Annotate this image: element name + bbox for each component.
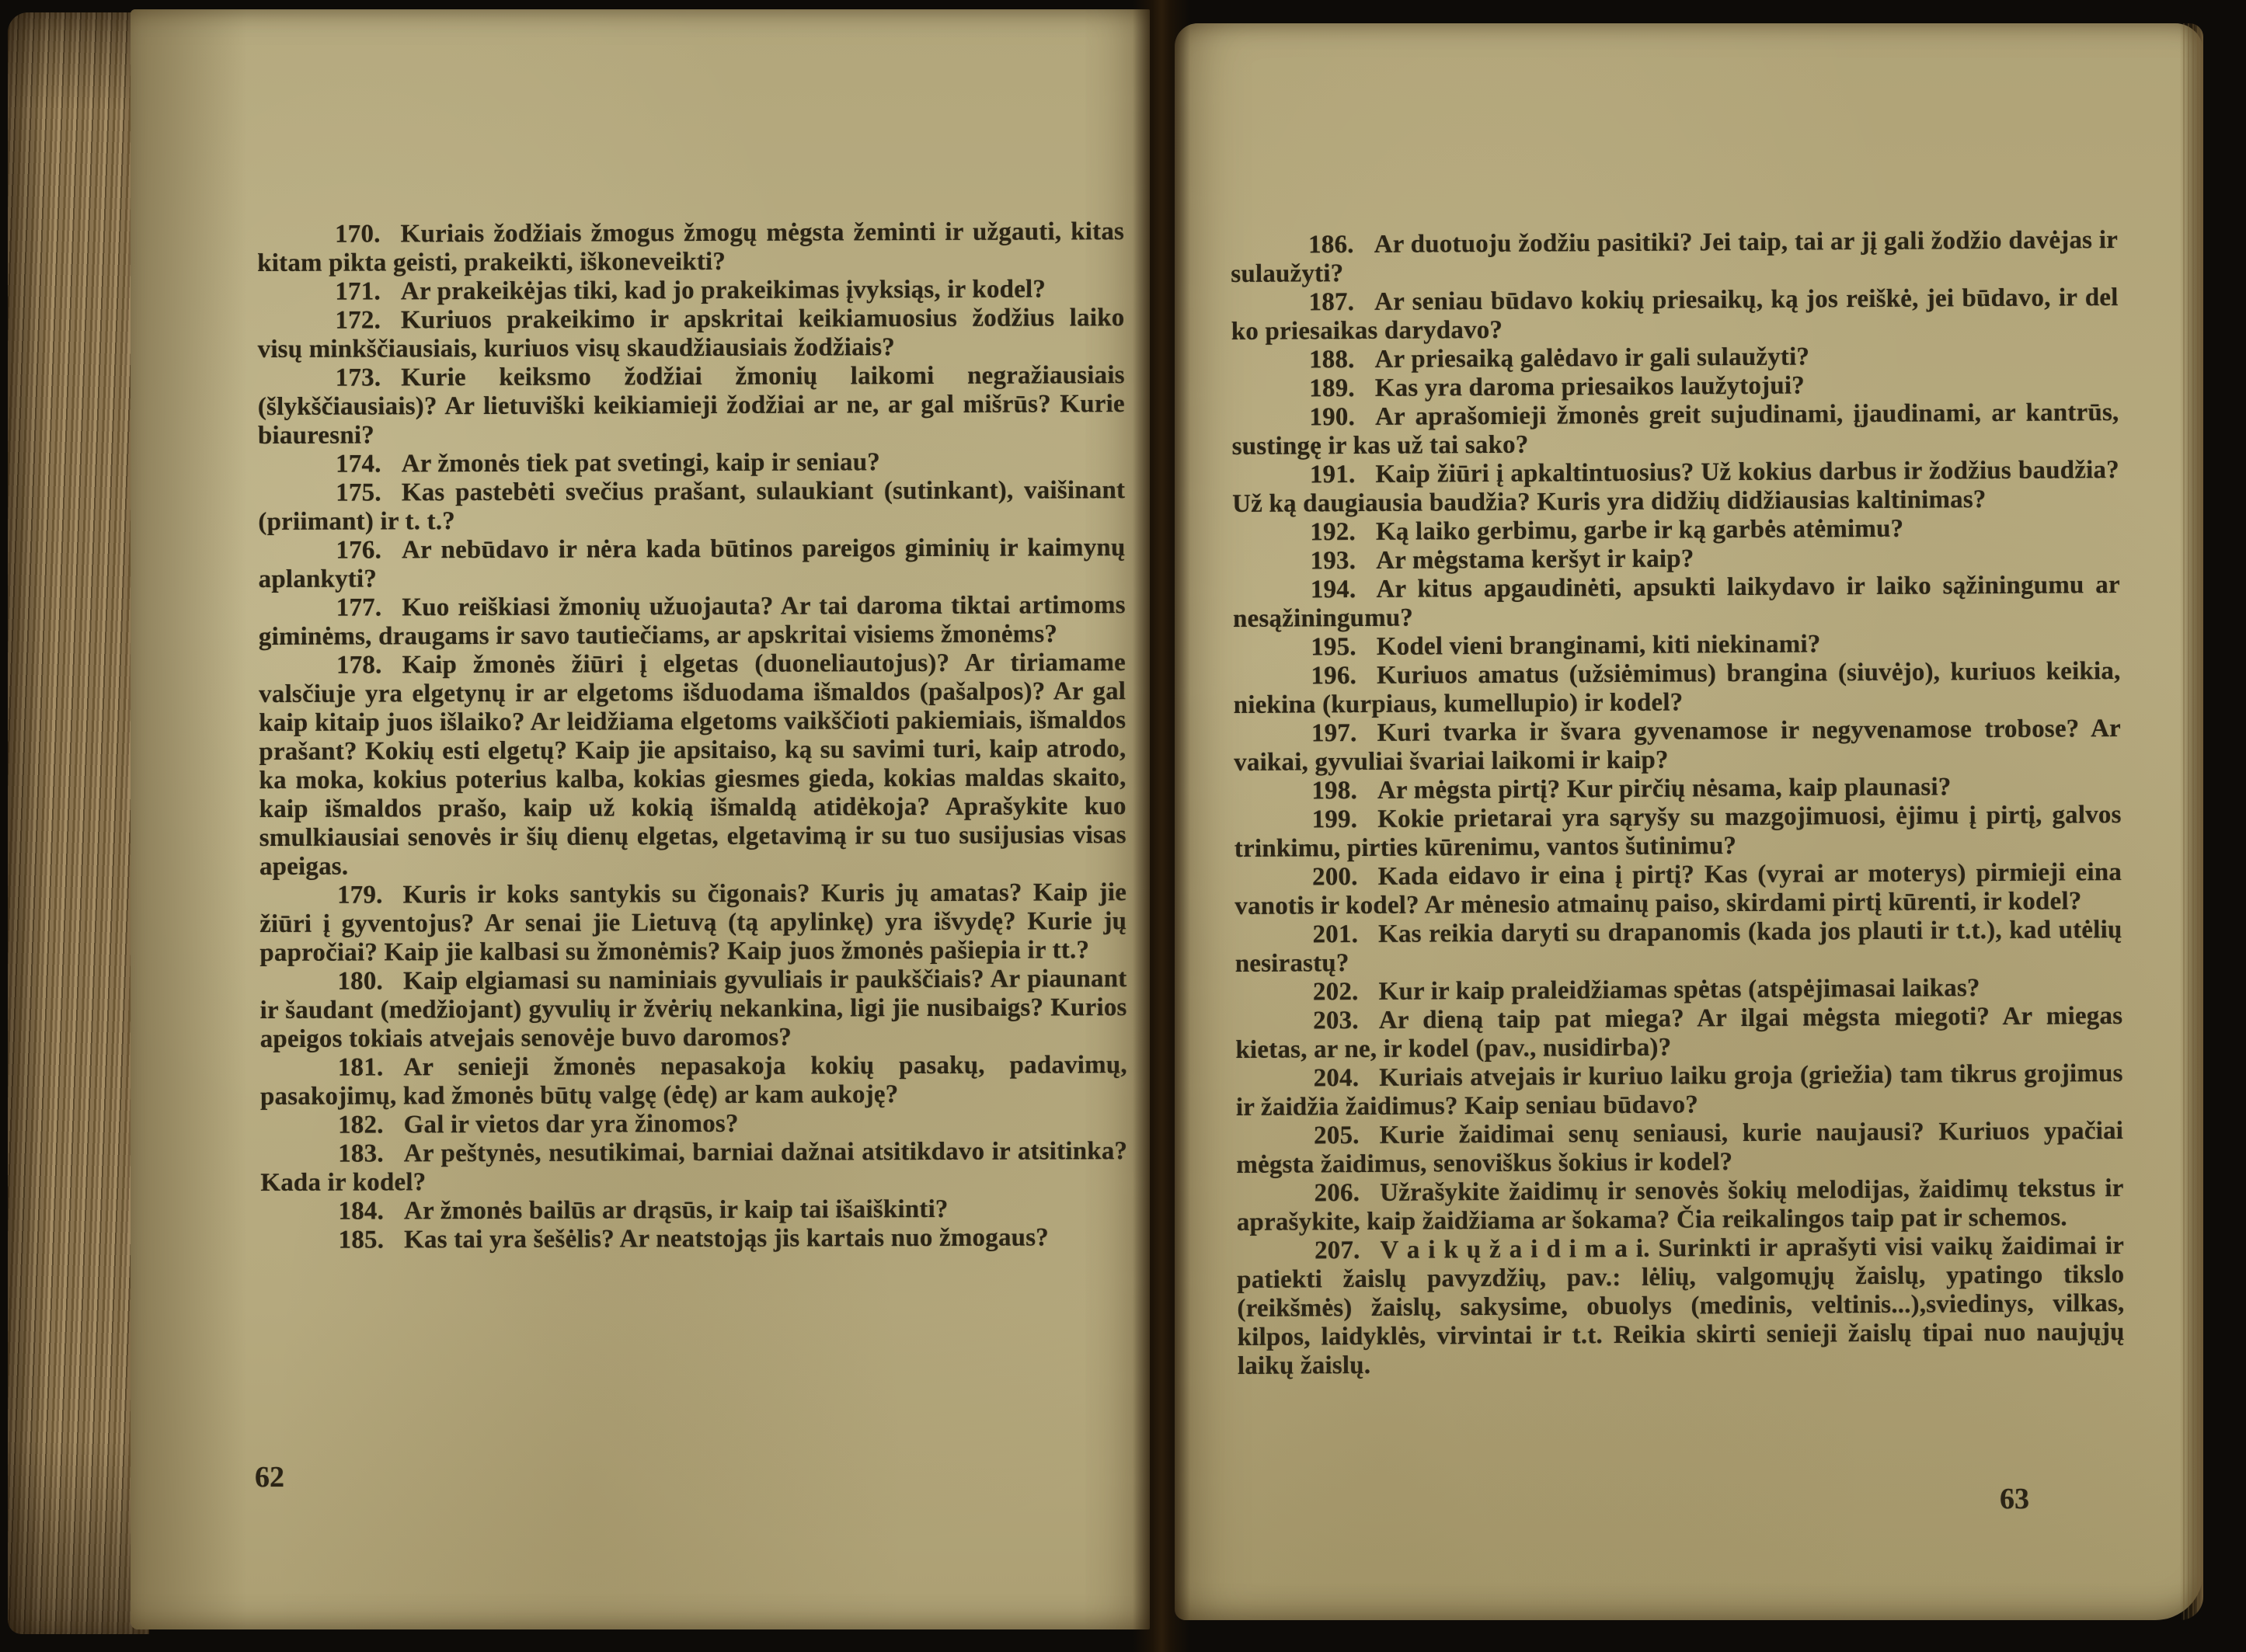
question-number: 200. xyxy=(1311,863,1358,892)
question-text: Kuriuos prakeikimo ir apskritai keikiamuosius žodžius laiko visų minkščiausiais, kuriuos visų skaudžiausiais žodžiais? xyxy=(257,304,1125,363)
question-text: Kas yra daroma priesaikos laužytojui? xyxy=(1374,371,1806,402)
book-gutter-shadow xyxy=(1133,0,1190,1652)
question-item xyxy=(1236,1117,2123,1180)
question-text: Kas pastebėti svečius prašant, sulaukiant (sutinkant), vaišinant (priimant) ir t. t.? xyxy=(258,476,1126,536)
question-text: Ar nebūdavo ir nėra kada būtinos pareigos giminių ir kaimynų aplankyti? xyxy=(258,534,1126,593)
question-text: Kuriuos amatus (užsiėmimus) brangina (siuvėjo), kuriuos keikia, niekina (kurpiaus, kumellupio) ir kodel? xyxy=(1233,657,2121,719)
question-text: Kaip žiūri į apkaltintuosius? Už kokius darbus ir žodžius baudžia? Už ką daugiausia baudžia? Kuris yra didžių didžiausias kaltinimas? xyxy=(1232,456,2120,518)
question-number: 179. xyxy=(336,881,383,909)
question-number: 199. xyxy=(1311,805,1358,834)
question-number: 184. xyxy=(338,1197,385,1226)
question-number: 171. xyxy=(335,277,381,306)
question-item xyxy=(260,1137,1127,1198)
question-text: Ar priesaiką galėdavo ir gali sulaužyti? xyxy=(1374,343,1810,374)
question-item xyxy=(1232,456,2119,519)
question-text: Ar duotuoju žodžiu pasitiki? Jei taip, tai ar jį gali žodžio davėjas ir sulaužyti? xyxy=(1231,226,2119,288)
question-item xyxy=(258,447,1125,479)
page-left xyxy=(131,9,1150,1629)
question-text: Kurie žaidimai senų seniausi, kurie naujausi? Kuriuos ypačiai mėgsta žaidimus, senoviškus šokius ir kodel? xyxy=(1236,1117,2124,1179)
question-item xyxy=(1231,398,2119,461)
question-number: 203. xyxy=(1313,1007,1359,1035)
question-number: 198. xyxy=(1311,777,1358,805)
question-number: 192. xyxy=(1310,518,1356,547)
question-number: 201. xyxy=(1312,920,1359,949)
question-number: 189. xyxy=(1309,374,1355,403)
question-number: 190. xyxy=(1309,403,1356,432)
question-number: 204. xyxy=(1313,1064,1360,1093)
question-item xyxy=(258,476,1125,537)
question-number: 177. xyxy=(336,593,382,622)
question-text: Ką laiko gerbimu, garbe ir ką garbės atėmimu? xyxy=(1375,514,1904,546)
question-list-right xyxy=(1231,226,2125,1381)
question-number: 180. xyxy=(337,967,384,996)
question-text: Kokie prietarai yra sąryšy su mazgojimuosi, ėjimu į pirtį, galvos trinkimu, pirties kūrenimu, vantos šutinimu? xyxy=(1234,801,2122,863)
question-number: 182. xyxy=(338,1111,384,1139)
question-item xyxy=(1233,657,2120,720)
question-list-left xyxy=(257,217,1128,1255)
question-item xyxy=(1237,1232,2125,1381)
question-item xyxy=(259,878,1126,968)
question-number: 202. xyxy=(1312,978,1359,1007)
question-item xyxy=(258,534,1125,594)
question-number: 186. xyxy=(1308,231,1354,259)
question-number: 187. xyxy=(1308,288,1355,317)
question-number: 181. xyxy=(337,1053,384,1082)
question-text: Užrašykite žaidimų ir senovės šokių melodijas, žaidimų tekstus ir aprašykite, kaip žaidžiama ar šokama? Čia reikalingos taip pat ir schemos. xyxy=(1236,1174,2124,1236)
question-item xyxy=(1231,226,2118,289)
question-item xyxy=(1233,571,2120,634)
question-text: Kada eidavo ir eina į pirtį? Kas (vyrai ar moterys) pirmieji eina vanotis ir kodel? Ar mėnesio atmainų paiso, skirdami pirtį kūrenti, ir kodel? xyxy=(1234,858,2122,920)
question-text: Ar prakeikėjas tiki, kad jo prakeikimas įvyksiąs, ir kodel? xyxy=(400,275,1046,306)
question-text: Kurie keiksmo žodžiai žmonių laikomi negražiausiais (šlykščiausiais)? Ar lietuviški keikiamieji žodžiai ar ne, ar gal mišrūs? Kurie biauresni? xyxy=(257,361,1125,450)
question-item xyxy=(1231,283,2118,346)
question-text: Kuriais žodžiais žmogus žmogų mėgsta žeminti ir užgauti, kitas kitam pikta geisti, prakeikti, iškoneveikti? xyxy=(257,217,1125,277)
question-number: 205. xyxy=(1314,1122,1360,1150)
question-text: V a i k ų ž a i d i m a i. Surinkti ir aprašyti visi vaikų žaidimai ir patiekti žaislų pavyzdžių, pav.: lėlių, valgomųjų žaislų, ypatingo tikslo (reikšmės) žaislų, sakysime, obuolys (medinis, veltinis...),sviedinys, vilkas, kilpos, laidyklės, virvintai ir t.t. Reikia skirti senieji žaislų tipai nuo naujųjų laikų žaislų. xyxy=(1237,1231,2125,1380)
question-item xyxy=(1234,715,2121,777)
question-text: Kodel vieni branginami, kiti niekinami? xyxy=(1376,630,1821,661)
question-text: Ar kitus apgaudinėti, apsukti laikydavo ir laiko sąžiningumu ar nesąžiningumu? xyxy=(1232,571,2120,633)
question-number: 207. xyxy=(1314,1236,1360,1265)
question-number: 173. xyxy=(335,363,381,392)
question-text: Kur ir kaip praleidžiamas spėtas (atspėjimasai laikas? xyxy=(1378,974,1980,1006)
question-number: 191. xyxy=(1309,461,1356,489)
question-item xyxy=(260,1108,1127,1140)
question-text: Ar žmonės tiek pat svetingi, kaip ir seniau? xyxy=(401,448,881,478)
question-item xyxy=(257,217,1124,278)
question-text: Gal ir vietos dar yra žinomos? xyxy=(403,1109,739,1139)
question-number: 178. xyxy=(336,651,382,680)
question-item xyxy=(1234,801,2122,864)
question-number: 194. xyxy=(1310,576,1356,604)
question-text: Ar žmonės bailūs ar drąsūs, ir kaip tai išaiškinti? xyxy=(403,1195,949,1226)
question-item xyxy=(259,649,1126,882)
question-number: 176. xyxy=(336,536,382,565)
question-number: 185. xyxy=(338,1226,385,1254)
question-item xyxy=(257,275,1124,307)
question-number: 188. xyxy=(1308,346,1355,374)
question-text: Kaip elgiamasi su naminiais gyvuliais ir paukščiais? Ar piaunant ir šaudant (medžiojant) gyvulių ir žvėrių nekankina, ligi jie nusibaigs? Kurios apeigos tokiais atvejais senovėje buvo daromos? xyxy=(259,965,1127,1053)
question-text: Kas reikia daryti su drapanomis (kada jos plauti ir t.t.), kad utėlių nesirastų? xyxy=(1234,916,2122,978)
page-number-right: 63 xyxy=(2000,1483,2029,1515)
book-fore-edge xyxy=(8,12,149,1634)
question-text: Ar mėgsta pirtį? Kur pirčių nėsama, kaip plaunasi? xyxy=(1377,773,1952,805)
question-text: Kuri tvarka ir švara gyvenamose ir negyvenamose trobose? Ar vaikai, gyvuliai švariai laikomi ir kaip? xyxy=(1234,715,2122,777)
question-number: 172. xyxy=(335,306,381,335)
question-number: 193. xyxy=(1310,547,1356,576)
question-text: Kuo reiškiasi žmonių užuojauta? Ar tai daroma tiktai artimoms giminėms, draugams ir savo tautiečiams, ar apskritai visiems žmonėms? xyxy=(258,591,1126,651)
question-item xyxy=(260,1195,1127,1226)
question-text: Ar seniau būdavo kokių priesaikų, ką jos reiškė, jei būdavo, ir del ko priesaikas darydavo? xyxy=(1231,283,2119,346)
question-number: 197. xyxy=(1311,719,1357,748)
question-item xyxy=(257,304,1124,364)
question-item xyxy=(261,1223,1128,1255)
question-item xyxy=(1236,1059,2123,1122)
question-item xyxy=(258,361,1125,450)
question-item xyxy=(1236,1174,2123,1237)
question-number: 195. xyxy=(1311,633,1356,662)
question-number: 206. xyxy=(1314,1179,1360,1208)
question-number: 174. xyxy=(336,450,381,478)
question-text: Kaip žmonės žiūri į elgetas (duoneliautojus)? Ar tiriamame valsčiuje yra elgetynų ir ar elgetoms išduodama išmaldos (pašalpos)? Ar gal kaip kitaip juos išlaiko? Ar leidžiama elgetoms vaikščioti pakiemiais, išmaldos prašant? Kokių esti elgetų? Kaip jie apsitaiso, ką su savimi turi, kaip atrodo, ka moka, kokius poterius kalba, kokias giesmes gieda, kokias maldas skaito, kaip išmaldos prašo, kaip už kokią išmaldą atidėkoja? Aprašykite kuo smulkiausiai senovės ir šių dienų elgetas, elgetavimą ir su tuo susijusias visas apeigas. xyxy=(259,649,1126,881)
question-item xyxy=(259,965,1126,1054)
question-item xyxy=(1234,916,2122,979)
question-text: Kas tai yra šešėlis? Ar neatstojąs jis kartais nuo žmogaus? xyxy=(404,1223,1049,1254)
question-text: Ar aprašomieji žmonės greit sujudinami, įjaudinami, ar kantrūs, sustingę ir kas už tai sako? xyxy=(1231,398,2119,461)
question-text: Ar senieji žmonės nepasakoja kokių pasakų, padavimų, pasakojimų, kad žmonės būtų valgę (ėdę) ar kam aukoję? xyxy=(259,1051,1127,1111)
question-text: Ar mėgstama keršyt ir kaip? xyxy=(1376,544,1694,575)
question-number: 183. xyxy=(338,1139,384,1168)
question-number: 175. xyxy=(336,478,381,507)
page-right xyxy=(1175,23,2203,1620)
question-item xyxy=(260,1051,1127,1111)
page-number-left: 62 xyxy=(255,1461,284,1494)
question-text: Ar dieną taip pat miega? Ar ilgai mėgsta miegoti? Ar miegas kietas, ar ne, ir kodel (pav., nusidirba)? xyxy=(1235,1002,2123,1064)
question-text: Kuris ir koks santykis su čigonais? Kuris jų amatas? Kaip jie žiūri į gyventojus? Ar senai jie Lietuvą (tą apylinkę) yra išvydę? Kurie jų papročiai? Kaip jie kalbasi su žmonėmis? Kaip juos žmonės pašiepia ir tt.? xyxy=(259,878,1127,967)
question-item xyxy=(1235,1002,2122,1065)
question-number: 196. xyxy=(1311,662,1357,690)
question-text: Ar peštynės, nesutikimai, barniai dažnai atsitikdavo ir atsitinka? Kada ir kodel? xyxy=(260,1137,1128,1197)
question-item xyxy=(259,591,1126,652)
question-item xyxy=(1234,858,2122,921)
question-text: Kuriais atvejais ir kuriuo laiku groja (griežia) tam tikrus grojimus ir žaidžia žaidimus? Kaip seniau būdavo? xyxy=(1235,1059,2123,1122)
question-number: 170. xyxy=(334,220,381,249)
